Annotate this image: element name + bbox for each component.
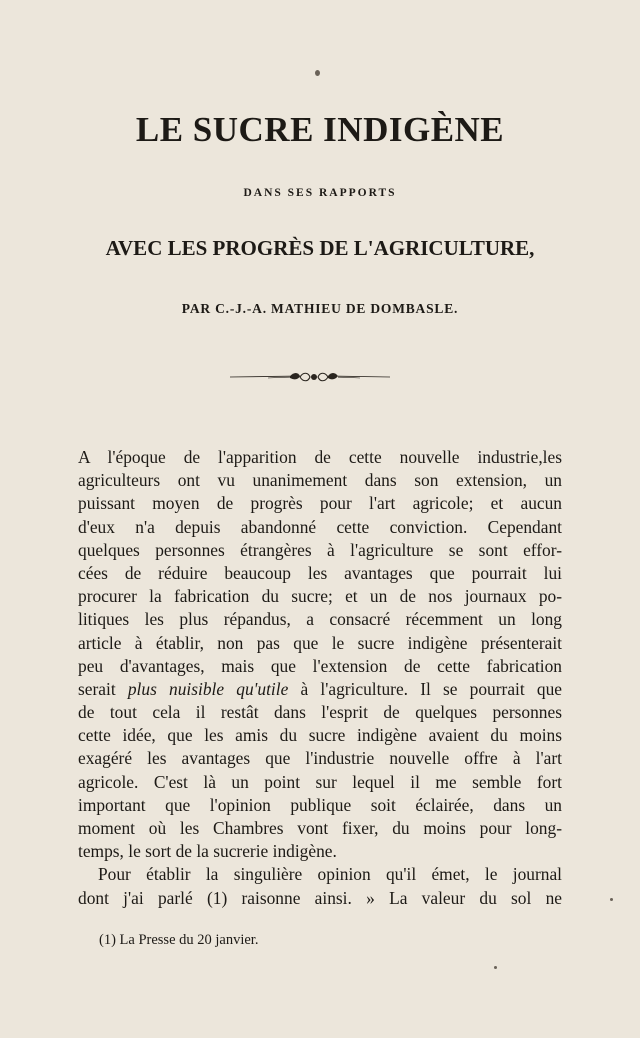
text-line: dont j'ai parlé (1) raisonne ainsi. » La valeur du sol ne <box>78 887 562 908</box>
text-line: agricole. C'est là un point sur lequel il me semble fort <box>78 771 562 792</box>
italic-phrase: plus nuisible qu'utile <box>127 678 289 699</box>
text-line: cées de réduire beaucoup les avantages que pourrait lui <box>78 562 562 583</box>
author-line: PAR C.-J.-A. MATHIEU DE DOMBASLE. <box>181 301 459 316</box>
text-line: puissant moyen de progrès pour l'art agricole; et aucun <box>78 493 562 514</box>
text-segment: serait <box>78 678 116 699</box>
subtitle-main: AVEC LES PROGRÈS DE L'AGRICULTURE, <box>105 236 535 260</box>
text-line: moment où les Chambres vont fixer, du moins pour long- <box>78 818 562 838</box>
text-line: agriculteurs ont vu unanimement dans son extension, un <box>78 470 562 491</box>
ink-speck <box>494 966 497 969</box>
text-line: exagéré les avantages que l'industrie nouvelle offre à l'art <box>78 748 562 769</box>
decorative-rule-ornament <box>228 370 392 384</box>
text-line: article à établir, non pas que le sucre indigène présenterait <box>78 632 562 653</box>
text-line-with-italic <box>78 678 562 701</box>
text-line: litiques les plus répandus, a consacré récemment un long <box>78 609 562 630</box>
text-segment: à l'agriculture. Il se pourrait que <box>300 678 562 699</box>
ink-speck <box>610 898 613 901</box>
subtitle-top: DANS SES RAPPORTS <box>243 187 397 199</box>
text-line: de tout cela il restât dans l'esprit de quelques personnes <box>78 702 562 723</box>
main-title: LE SUCRE INDIGÈNE <box>135 110 505 149</box>
text-line: peu d'avantages, mais que l'extension de cette fabrication <box>78 655 562 676</box>
text-line: Pour établir la singulière opinion qu'il émet, le journal <box>98 864 562 885</box>
text-line: d'eux n'a depuis abandonné cette conviction. Cependant <box>78 516 562 537</box>
footnote: (1) La Presse du 20 janvier. <box>99 932 259 948</box>
text-line: procurer la fabrication du sucre; et un de nos journaux po- <box>78 586 562 607</box>
text-line: important que l'opinion publique soit éclairée, dans un <box>78 794 562 815</box>
body-text <box>78 446 562 910</box>
text-line: cette idée, que les amis du sucre indigène avaient du moins <box>78 725 562 746</box>
text-line: A l'époque de l'apparition de cette nouvelle industrie,les <box>78 447 562 467</box>
text-line: quelques personnes étrangères à l'agriculture se sont effor- <box>78 539 562 560</box>
ink-speck <box>315 70 320 76</box>
text-line: temps, le sort de la sucrerie indigène. <box>78 841 337 862</box>
